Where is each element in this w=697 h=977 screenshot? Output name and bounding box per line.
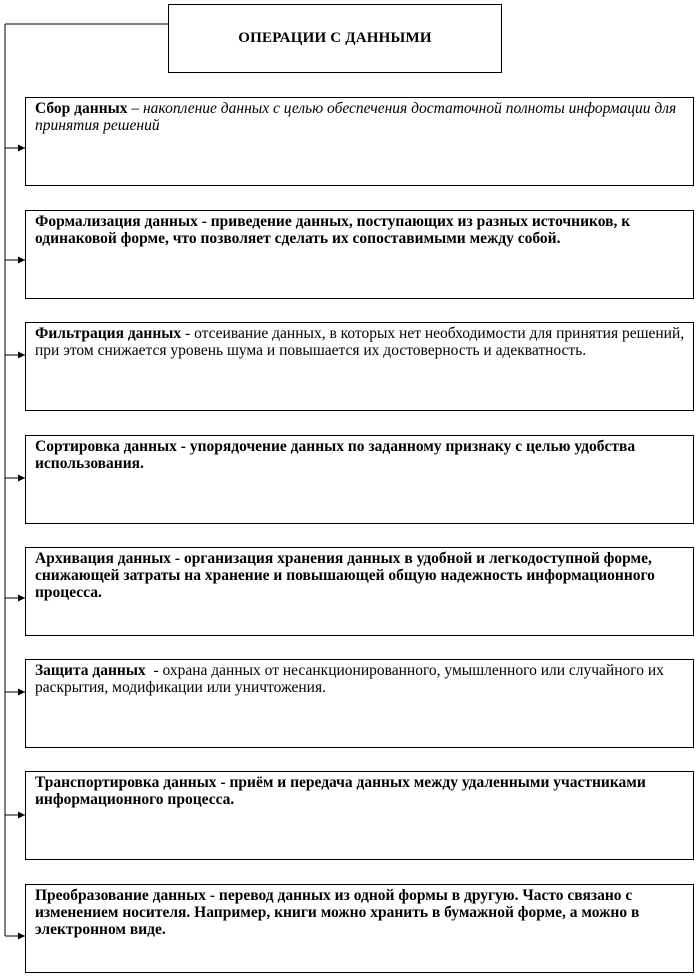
operation-separator: - [216, 774, 230, 791]
operation-term: Преобразование данных [35, 887, 206, 904]
operation-box [25, 771, 694, 860]
operation-box [25, 659, 694, 748]
operation-description: перевод данных из одной формы в другую. Часто связано с изменением носителя. Например, книги можно хранить в бумажной форме, а можно в электронном виде. [35, 887, 640, 938]
operation-separator: - [205, 887, 219, 904]
operation-description: накопление данных с целью обеспечения достаточной полноты информации для принятия решений [35, 100, 677, 134]
operation-separator: - [197, 213, 211, 230]
operation-term: Сортировка данных [35, 438, 177, 455]
operation-term: Транспортировка данных [35, 774, 217, 791]
operation-box [25, 210, 694, 299]
operation-description: приём и передача данных между удаленными участниками информационного процесса. [35, 774, 646, 808]
operation-description: приведение данных, поступающих из разных источников, к одинаковой форме, что позволяет сделать их сопоставимыми между собой. [35, 213, 631, 247]
operation-box [25, 97, 694, 186]
operation-separator: - [145, 662, 163, 679]
operation-separator: - [171, 550, 184, 567]
operation-box [25, 884, 694, 973]
operation-separator: – [127, 100, 143, 117]
operation-term: Защита данных [35, 662, 146, 679]
operation-description: упорядочение данных по заданному признаку с целью удобства использования. [35, 438, 636, 472]
operation-separator: - [181, 325, 195, 342]
diagram-title [168, 4, 502, 73]
operation-term: Архивация данных [35, 550, 172, 567]
operation-box [25, 322, 694, 411]
operation-term: Сбор данных [35, 100, 128, 117]
operation-box [25, 547, 694, 636]
operation-term: Фильтрация данных [35, 325, 182, 342]
diagram-title-text: ОПЕРАЦИИ С ДАННЫМИ [238, 30, 432, 46]
operation-description: охрана данных от несанкционированного, умышленного или случайного их раскрытия, модификации или уничтожения. [35, 662, 664, 696]
operation-box [25, 435, 694, 524]
operation-description: организация хранения данных в удобной и легкодоступной форме, снижающей затраты на хранение и повышающей общую надежность информационного процесса. [35, 550, 655, 601]
operation-separator: - [176, 438, 190, 455]
operation-term: Формализация данных [35, 213, 198, 230]
operation-description: отсеивание данных, в которых нет необходимости для принятия решений, при этом снижается уровень шума и повышается их достоверность и адекватность. [35, 325, 685, 359]
